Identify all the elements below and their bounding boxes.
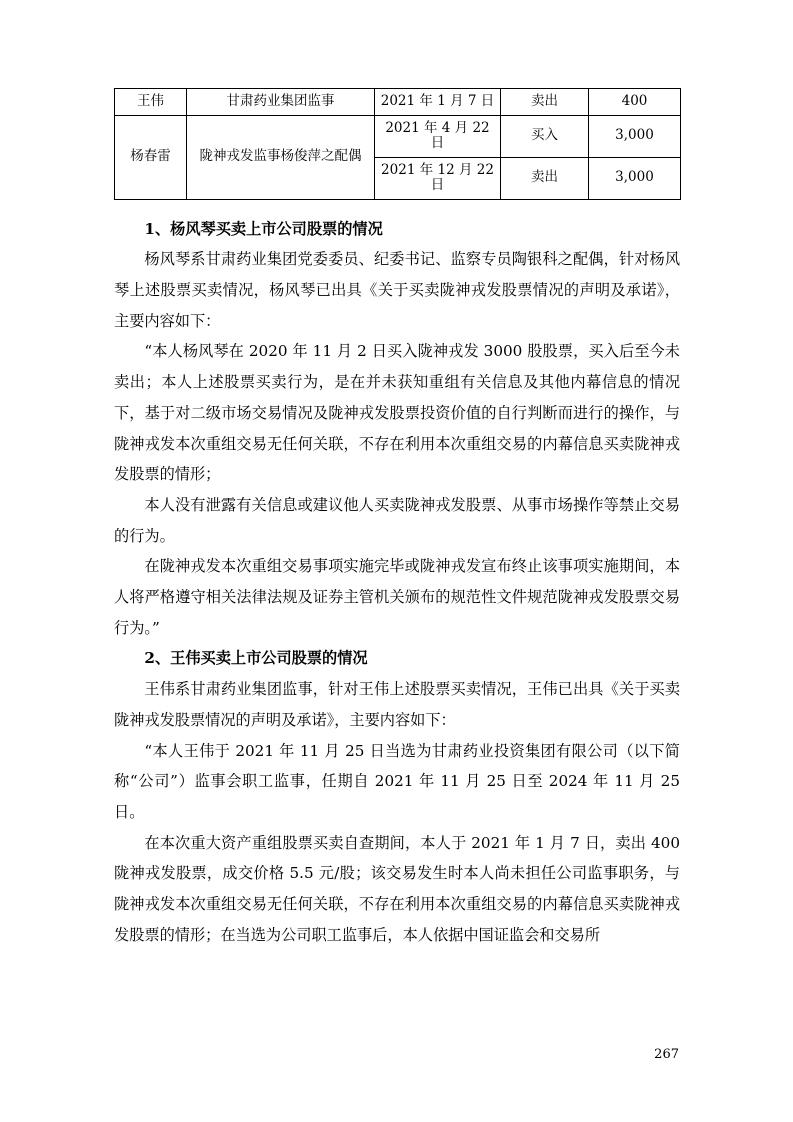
paragraph-4: 在陇神戎发本次重组交易事项实施完毕或陇神戎发宣布终止该事项实施期间，本人将严格遵守相关法律法规及证券主管机关颁布的规范性文件规范陇神戎发股票交易行为。”	[114, 557, 680, 637]
table-row	[115, 89, 681, 116]
cell-quantity: 3,000	[589, 157, 681, 199]
cell-date: 2021 年 1 月 7 日	[375, 89, 501, 116]
cell-type: 卖出	[501, 157, 589, 199]
cell-name: 杨春雷	[115, 115, 187, 199]
page-number: 267	[654, 1047, 679, 1062]
section-heading-2: 2、王伟买卖上市公司股票的情况	[144, 649, 368, 668]
cell-quantity: 400	[589, 89, 681, 116]
cell-date: 2021 年 12 月 22 日	[375, 157, 501, 199]
cell-type: 买入	[501, 115, 589, 157]
page-content	[114, 88, 680, 950]
paragraph-3: 本人没有泄露有关信息或建议他人买卖陇神戎发股票、从事市场操作等禁止交易的行为。	[114, 495, 680, 545]
paragraph-5: 王伟系甘肃药业集团监事，针对王伟上述股票买卖情况，王伟已出具《关于买卖陇神戎发股票情况的声明及承诺》，主要内容如下：	[114, 680, 680, 729]
cell-name: 王伟	[115, 89, 187, 116]
cell-role: 甘肃药业集团监事	[187, 89, 375, 116]
share-trading-table	[114, 88, 681, 200]
section-heading-1: 1、杨风琴买卖上市公司股票的情况	[144, 219, 383, 238]
paragraph-1: 杨风琴系甘肃药业集团党委委员、纪委书记、监察专员陶银科之配偶，针对杨风琴上述股票买卖情况，杨风琴已出具《关于买卖陇神戎发股票情况的声明及承诺》，主要内容如下：	[114, 250, 680, 330]
table-row	[115, 115, 681, 157]
paragraph-7: 在本次重大资产重组股票买卖自查期间，本人于 2021 年 1 月 7 日，卖出 400 陇神戎发股票，成交价格 5.5 元/股；该交易发生时本人尚未担任公司监事职务，与陇神戎发本次重组交易无任何关联，不存在利用本次重组交易的内幕信息买卖陇神戎发股票的情形；在当选为公司职工监事后，本人依据中国证监会和交易所	[114, 833, 680, 944]
paragraph-2: “本人杨风琴在 2020 年 11 月 2 日买入陇神戎发 3000 股股票，买入后至今未卖出；本人上述股票买卖行为，是在并未获知重组有关信息及其他内幕信息的情况下，基于对二级市场交易情况及陇神戎发股票投资价值的自行判断而进行的操作，与陇神戎发本次重组交易无任何关联，不存在利用本次重组交易的内幕信息买卖陇神戎发股票的情形；	[114, 342, 680, 484]
cell-role: 陇神戎发监事杨俊萍之配偶	[187, 115, 375, 199]
cell-quantity: 3,000	[589, 115, 681, 157]
cell-type: 卖出	[501, 89, 589, 116]
cell-date: 2021 年 4 月 22 日	[375, 115, 501, 157]
paragraph-6: “本人王伟于 2021 年 11 月 25 日当选为甘肃药业投资集团有限公司（以下简称“公司”）监事会职工监事，任期自 2021 年 11 月 25 日至 2024 年 11 月 25 日。	[114, 741, 680, 821]
